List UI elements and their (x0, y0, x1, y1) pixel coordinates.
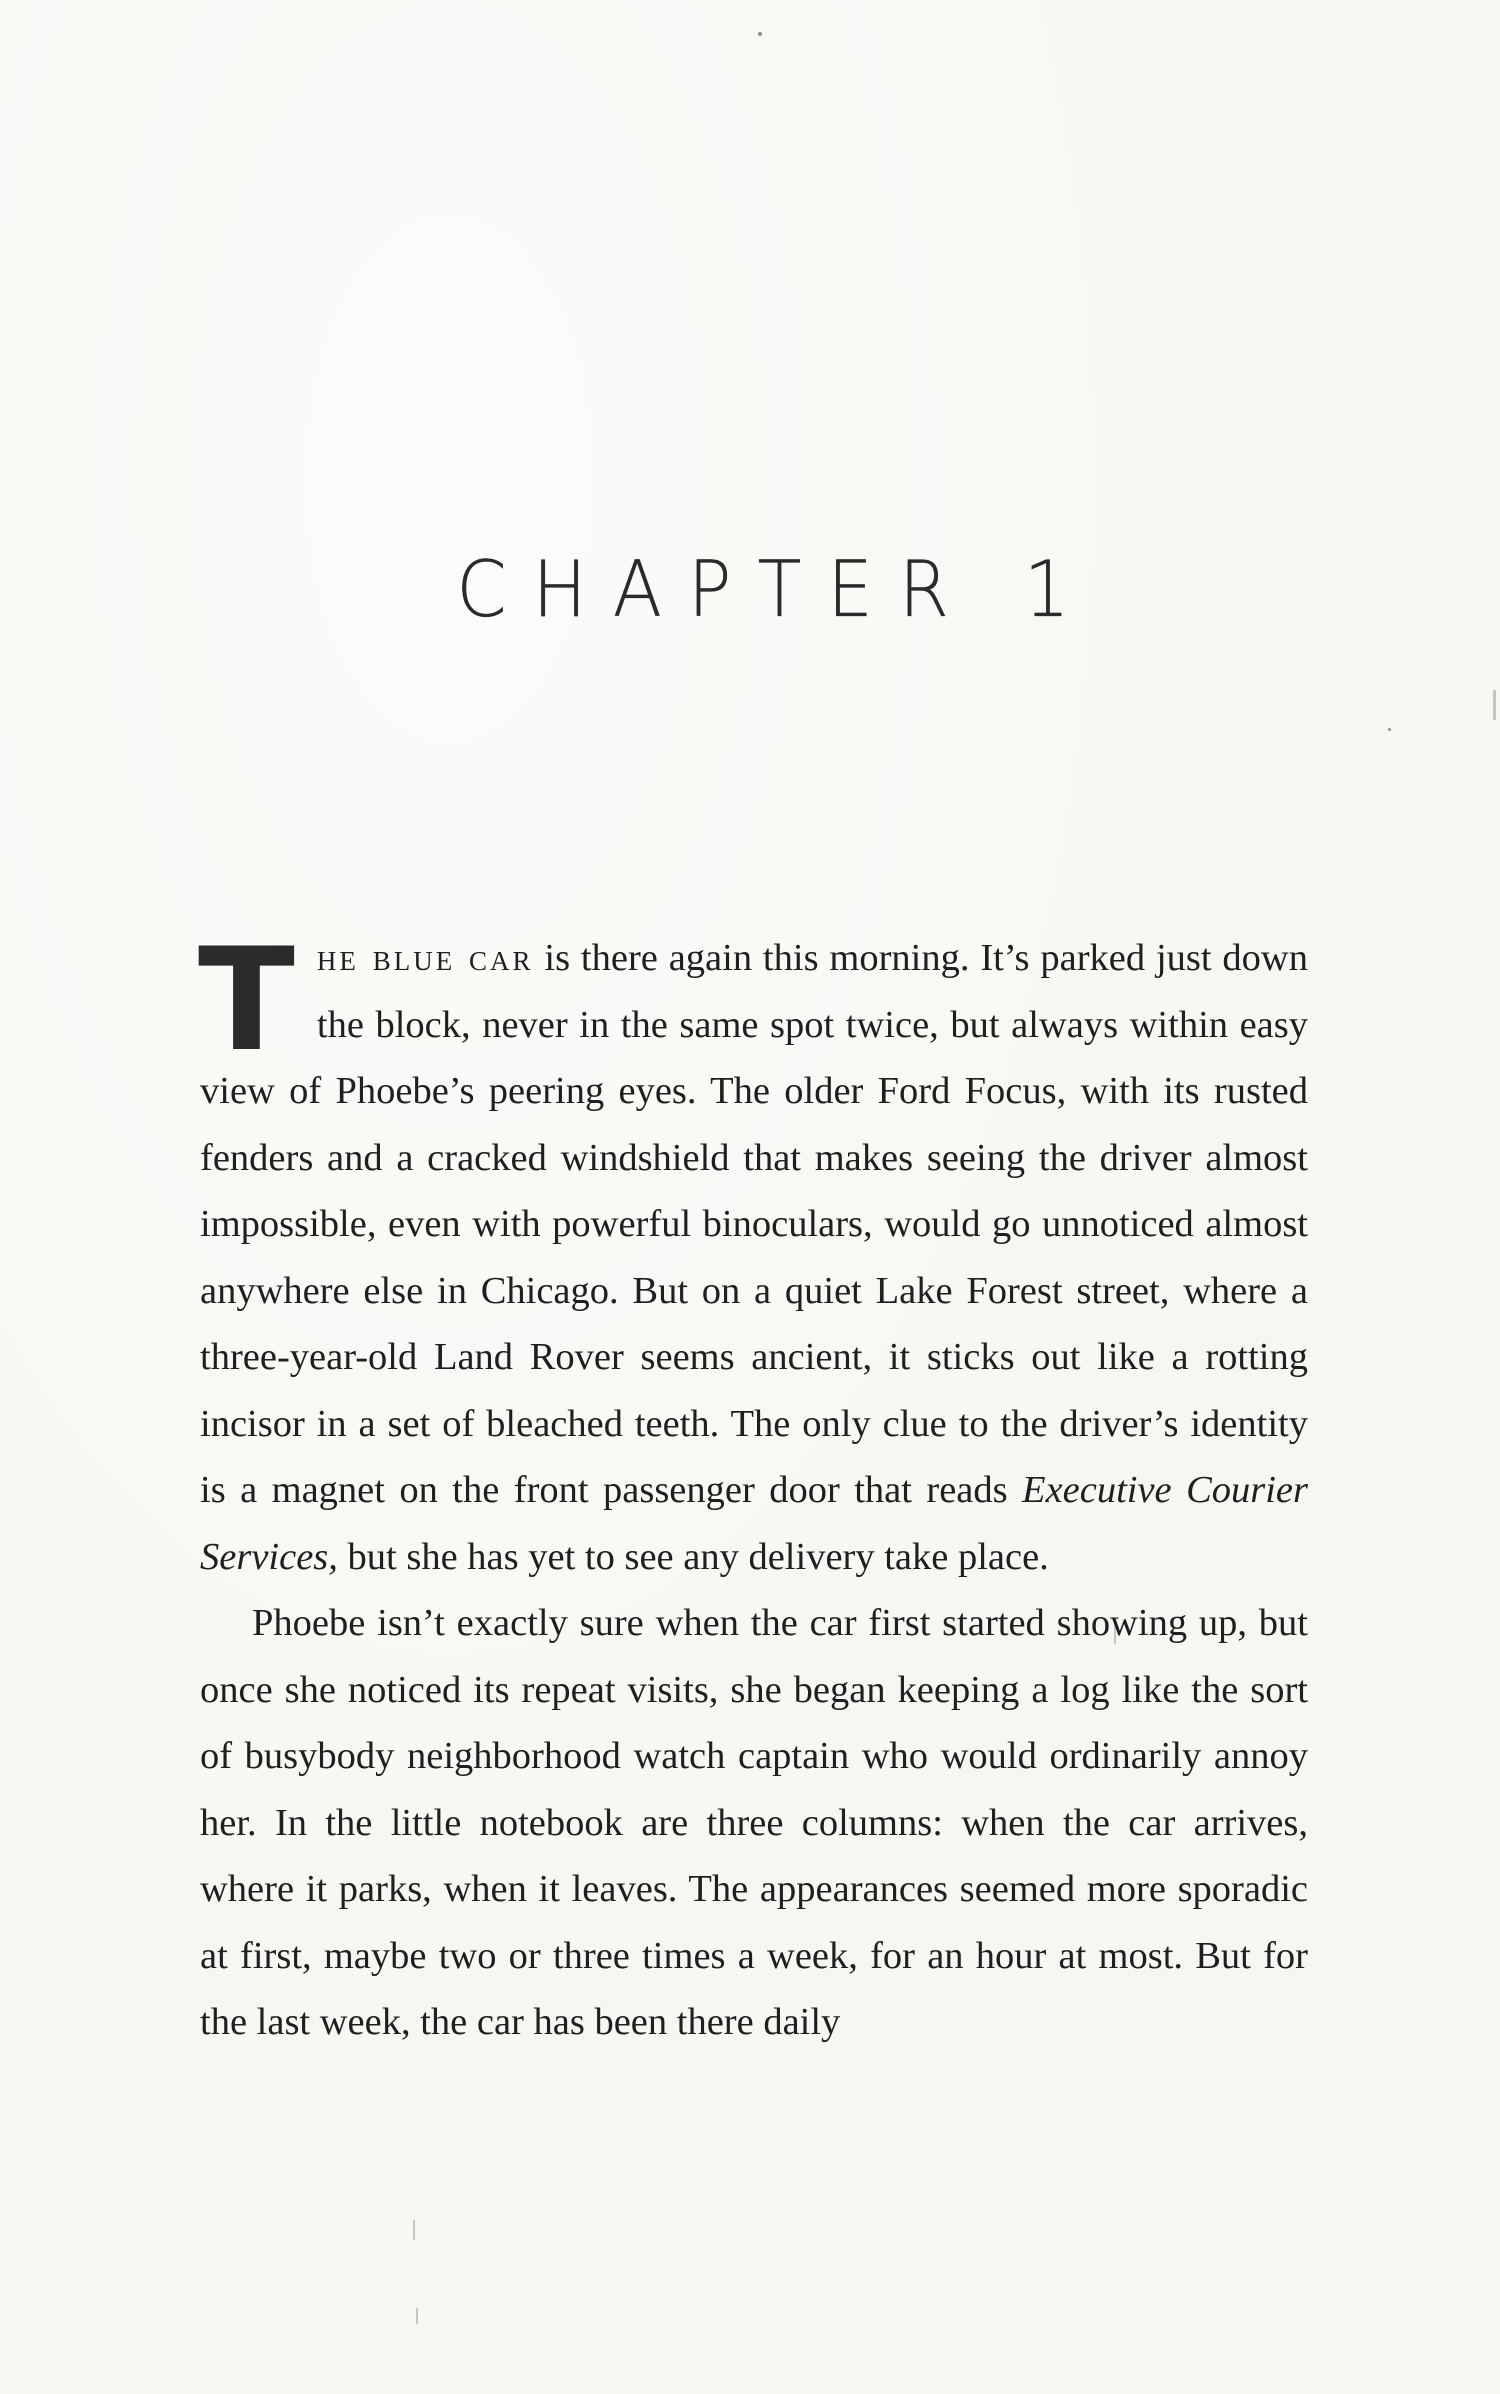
lead-in-small-caps: he blue car (316, 937, 534, 979)
scan-speck (1388, 728, 1391, 731)
scan-mark (1493, 690, 1496, 720)
scan-mark (416, 2308, 418, 2324)
drop-cap: T (198, 918, 295, 1083)
paragraph-1 (198, 918, 1309, 1590)
paragraph-1-text-a: is there again this morning. It’s parked just down the block, never in the same spot twice, but always within easy view of Phoebe’s peering eyes. The older Ford Focus, with its rusted fenders and a cracked windshield that makes seeing the driver almost impossible, even with powerful binoculars, would go unnoticed almost anywhere else in Chicago. But on a quiet Lake Forest street, where a three-year-old Land Rover seems ancient, it sticks out like a rotting incisor in a set of bleached teeth. The only clue to the driver’s identity is a magnet on the front passenger door that reads (200, 937, 1308, 1511)
scan-speck (758, 32, 762, 36)
body-text (198, 918, 1309, 2056)
scan-mark (413, 2220, 415, 2240)
italic-phrase: Executive Courier Services, (200, 1469, 1309, 1578)
paragraph-1-text-b: but she has yet to see any delivery take place. (337, 1535, 1049, 1578)
chapter-heading: CHAPTER 1 (456, 543, 1096, 635)
paragraph-2: Phoebe isn’t exactly sure when the car first started showing up, but once she noticed its repeat visits, she began keeping a log like the sort of busybody neighborhood watch captain who would ordinarily annoy her. In the little notebook are three columns: when the car arrives, where it parks, when it leaves. The appearances seemed more sporadic at first, maybe two or three times a week, for an hour at most. But for the last week, the car has been there daily (200, 1602, 1308, 2043)
